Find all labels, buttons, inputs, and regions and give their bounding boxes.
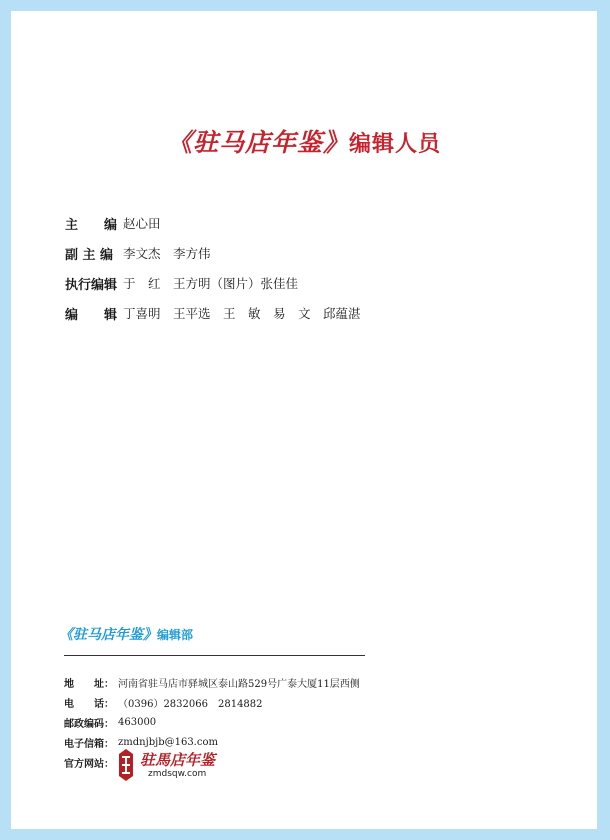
contact-address [64,672,360,692]
contact-label: 电 话： [64,698,114,710]
contact-phone [64,692,360,712]
staff-role: 执行编辑 [65,277,118,293]
logo-url: zmdsqw.com [148,769,207,779]
yearbook-page [11,11,597,829]
title-suffix: 编辑人员 [349,132,442,157]
contact-label: 官方网站： [64,758,114,770]
contact-value: （0396）2832066 2814882 [118,698,263,710]
editorial-staff-list [65,208,361,328]
contact-label: 邮政编码： [64,718,114,730]
staff-names: 李文杰 李方伟 [123,246,211,261]
title-brand: 《驻马店年鉴》 [166,128,349,157]
contact-label: 电子信箱： [64,738,114,750]
staff-row-deputy-editor [65,238,361,268]
logo-text: 驻馬店年鉴 [140,751,216,769]
staff-role: 副 主 编 [65,247,114,263]
contact-label: 地 址： [64,678,114,690]
staff-names: 赵心田 [123,216,161,231]
contact-value: 河南省驻马店市驿城区泰山路529号广泰大厦11层西侧 [118,678,360,690]
staff-role: 编 辑 [65,307,118,323]
staff-role: 主 编 [65,217,118,233]
seal-logo-icon [118,748,134,782]
divider [64,655,365,656]
staff-names: 于 红 王方明（图片）张佳佳 [123,276,299,291]
contact-value: zmdnjbjb@163.com [118,736,218,748]
website-logo[interactable] [118,748,214,784]
editorial-department-title [59,624,193,644]
contact-value: 463000 [118,716,157,728]
staff-names: 丁喜明 王平选 王 敏 易 文 邱蕴湛 [123,306,361,321]
contact-postcode [64,712,360,732]
staff-row-executive-editor [65,268,361,298]
page-title [11,123,597,159]
staff-row-chief-editor [65,208,361,238]
footer-brand: 《驻马店年鉴》 [59,627,157,643]
footer-suffix: 编辑部 [157,628,194,642]
staff-row-editors [65,298,361,328]
